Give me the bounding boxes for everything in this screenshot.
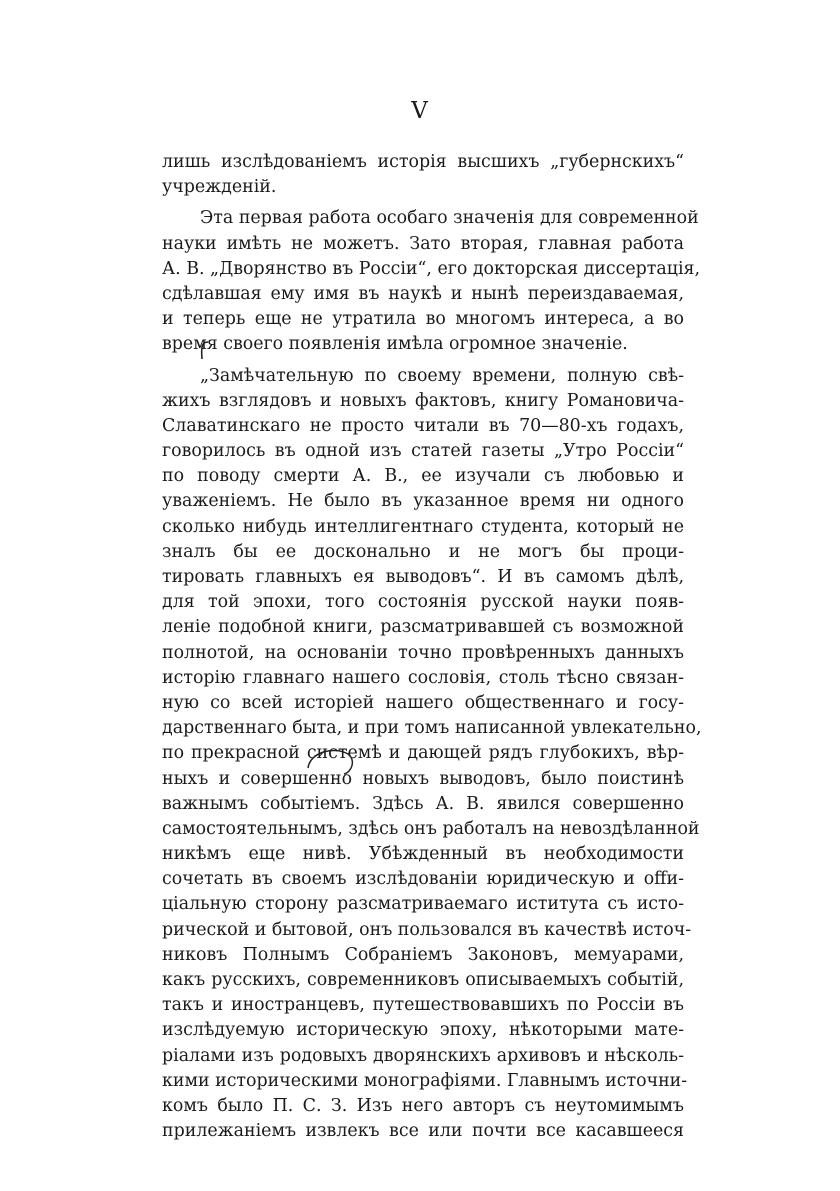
text-line: уваженіемъ. Не было въ указанное время ни одного (162, 491, 684, 512)
text-line: говорилось въ одной изъ статей газеты „Утро Россіи“ (162, 441, 684, 462)
text-line: и теперь еще не утратила во многомъ интереса, а во (162, 309, 684, 330)
text-line: никѣмъ еще нивѣ. Убѣжденный въ необходимости (162, 844, 684, 865)
text-line: комъ было П. С. З. Изъ него авторъ съ неутомимымъ (162, 1095, 684, 1116)
text-line: лишь изслѣдованіемъ исторія высшихъ „губернскихъ“ (162, 152, 684, 172)
text-line: такъ и иностранцевъ, путешествовавшихъ по Россіи въ (162, 995, 684, 1016)
body-text (162, 150, 702, 1144)
text-line: леніе подобной книги, разсматривавшей съ возможной (162, 617, 684, 638)
text-line: Эта первая работа особагo значенія для современной (200, 208, 699, 229)
text-line: никовъ Полнымъ Собраніемъ Законовъ, мемуарами, (162, 944, 684, 965)
paragraph (162, 150, 684, 200)
text-line: учрежденій. (162, 177, 277, 198)
text-line: зналъ бы ее досконально и не могъ бы проци- (162, 541, 684, 562)
text-line: ную со всей исторіей нашего общественнаго и госу- (162, 692, 684, 713)
text-line: полнотой, на основаніи точно провѣренныхъ данныхъ (162, 642, 684, 663)
text-line: время своего появленія имѣла огромное значеніе. (162, 334, 628, 355)
text-line: науки имѣть не можетъ. Зато вторая, главная работа (162, 233, 684, 254)
page-number: V (411, 98, 429, 124)
text-line: прилежаніемъ извлекъ все или почти все касавшееся (162, 1121, 684, 1142)
paragraph (162, 364, 702, 1145)
text-line: сочетать въ своемъ изслѣдованіи юридическую и offи- (162, 869, 684, 890)
text-line: сколько нибудь интеллигентнаго студента, который не (162, 516, 684, 537)
text-line: тировать главныхъ ея выводовъ“. И въ самомъ дѣлѣ, (162, 567, 684, 587)
text-line: ріалами изъ родовыхъ дворянскихъ архивовъ и нѣсколь- (162, 1045, 684, 1066)
text-line: для той эпохи, того состоянія русской науки появ- (162, 592, 684, 613)
text-line: исторію главнаго нашего сословія, столь тѣсно связан- (162, 667, 684, 688)
text-line: рической и бытовой, онъ пользовался въ качествѣ источ- (162, 919, 692, 940)
text-line: какъ русскихъ, современниковъ описываемыхъ событій, (162, 970, 684, 990)
text-line: ціальную сторону разсматриваемаго иститута съ исто- (162, 894, 684, 915)
text-line: А. В. „Дворянство въ Россіи“, его докторская диссертація, (162, 258, 701, 279)
text-line: самостоятельнымъ, здѣсь онъ работалъ на невоздѣланной (162, 818, 700, 839)
text-line: кими историческими монографіями. Главнымъ источни- (162, 1070, 688, 1091)
text-line: важнымъ событіемъ. Здѣсь А. В. явился совершенно (162, 793, 684, 814)
text-line: по прекрасной системѣ и дающей рядъ глубокихъ, вѣр- (162, 743, 684, 764)
text-line: сдѣлавшая ему имя въ наукѣ и нынѣ переиздаваемая, (162, 283, 684, 304)
paragraph (162, 206, 701, 357)
text-line: ныхъ и совершенно новыхъ выводовъ, было поистинѣ (162, 768, 684, 789)
text-line: по поводу смерти А. В., ее изучали съ любовью и (162, 466, 684, 487)
text-line: жихъ взглядовъ и новыхъ фактовъ, книгу Романовича- (162, 390, 684, 411)
text-line: „Замѣчательную по своему времени, полную свѣ- (200, 365, 684, 386)
text-line: дарственнаго быта, и при томъ написанной увлекательно, (162, 718, 702, 739)
text-line: изслѣдуемую историческую эпоху, нѣкоторыми мате- (162, 1020, 684, 1041)
text-line: Славатинскаго не просто читали въ 70—80-хъ годахъ, (162, 415, 684, 436)
